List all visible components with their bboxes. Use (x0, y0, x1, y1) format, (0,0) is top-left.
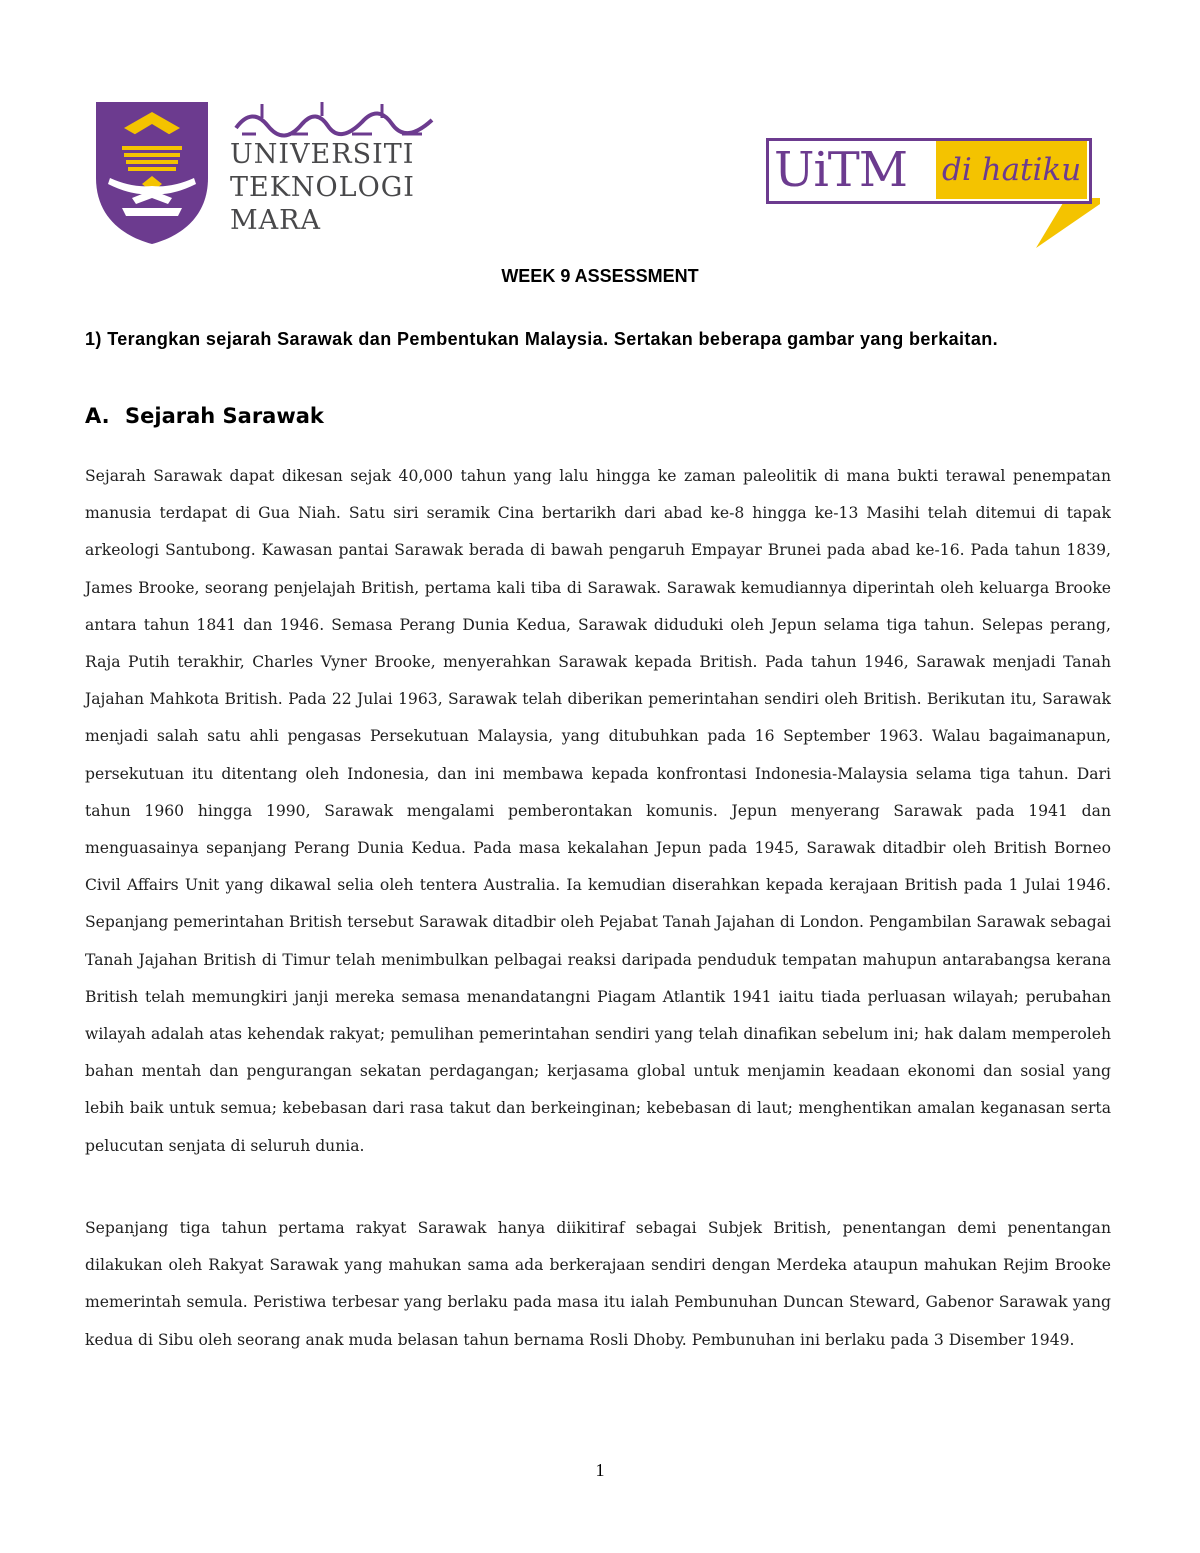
body-paragraph-2: Sepanjang tiga tahun pertama rakyat Sarawak hanya diikitiraf sebagai Subjek British, penentangan demi penentangan dilakukan oleh Rakyat Sarawak yang mahukan sama ada berkerajaan sendiri dengan Merdeka ataupun mahukan Rejim Brooke memerintah semula. Peristiwa terbesar yang berlaku pada masa itu ialah Pembunuhan Duncan Steward, Gabenor Sarawak yang kedua di Sibu oleh seorang anak muda belasan tahun bernama Rosli Dhoby. Pembunuhan ini berlaku pada 3 Disember 1949. (85, 1219, 1111, 1349)
question-text: 1) Terangkan sejarah Sarawak dan Pembentukan Malaysia. Sertakan beberapa gambar yang berkaitan. (85, 329, 999, 349)
uitm-crest-icon (92, 98, 212, 246)
badge-tagline: di hatiku (942, 152, 1082, 188)
page-number: 1 (595, 1460, 605, 1480)
section-letter: A. (85, 404, 110, 428)
assessment-title: WEEK 9 ASSESSMENT (501, 266, 699, 286)
uitm-logo (92, 98, 437, 246)
badge-brand: UiTM (774, 142, 907, 198)
university-name-line2: TEKNOLOGI (230, 172, 415, 203)
uitm-di-hatiku-badge (766, 138, 1101, 250)
section-title: Sejarah Sarawak (125, 404, 324, 428)
section-heading (85, 404, 324, 428)
jawi-script-logo (232, 98, 437, 138)
university-name-line1: UNIVERSITI (230, 139, 415, 170)
university-name (230, 138, 415, 237)
university-name-line3: MARA (230, 205, 321, 236)
body-paragraph-1: Sejarah Sarawak dapat dikesan sejak 40,000 tahun yang lalu hingga ke zaman paleolitik di mana bukti terawal penempatan manusia terdapat di Gua Niah. Satu siri seramik Cina bertarikh dari abad ke-8 hingga ke-13 Masihi telah ditemui di tapak arkeologi Santubong. Kawasan pantai Sarawak berada di bawah pengaruh Empayar Brunei pada abad ke-16. Pada tahun 1839, James Brooke, seorang penjelajah British, pertama kali tiba di Sarawak. Sarawak kemudiannya diperintah oleh keluarga Brooke antara tahun 1841 dan 1946. Semasa Perang Dunia Kedua, Sarawak diduduki oleh Jepun selama tiga tahun. Selepas perang, Raja Putih terakhir, Charles Vyner Brooke, menyerahkan Sarawak kepada British. Pada tahun 1946, Sarawak menjadi Tanah Jajahan Mahkota British. Pada 22 Julai 1963, Sarawak telah diberikan pemerintahan sendiri oleh British. Berikutan itu, Sarawak menjadi salah satu ahli pengasas Persekutuan Malaysia, yang ditubuhkan pada 16 September 1963. Walau bagaimanapun, persekutuan itu ditentang oleh Indonesia, dan ini membawa kepada konfrontasi Indonesia-Malaysia selama tiga tahun. Dari tahun 1960 hingga 1990, Sarawak mengalami pemberontakan komunis. Jepun menyerang Sarawak pada 1941 dan menguasainya sepanjang Perang Dunia Kedua. Pada masa kekalahan Jepun pada 1945, Sarawak ditadbir oleh British Borneo Civil Affairs Unit yang dikawal selia oleh tentera Australia. Ia kemudian diserahkan kepada kerajaan British pada 1 Julai 1946. Sepanjang pemerintahan British tersebut Sarawak ditadbir oleh Pejabat Tanah Jajahan di London. Pengambilan Sarawak sebagai Tanah Jajahan British di Timur telah menimbulkan pelbagai reaksi daripada penduduk tempatan mahupun antarabangsa kerana British telah memungkiri janji mereka semasa menandatangni Piagam Atlantik 1941 iaitu tiada perluasan wilayah; perubahan wilayah adalah atas kehendak rakyat; pemulihan pemerintahan sendiri yang telah dinafikan sebelum ini; hak dalam memperoleh bahan mentah dan pengurangan sekatan perdagangan; kerjasama global untuk menjamin keadaan ekonomi dan sosial yang lebih baik untuk semua; kebebasan dari rasa takut dan berkeinginan; kebebasan di laut; menghentikan amalan keganasan serta pelucutan senjata di seluruh dunia. (85, 467, 1111, 1155)
